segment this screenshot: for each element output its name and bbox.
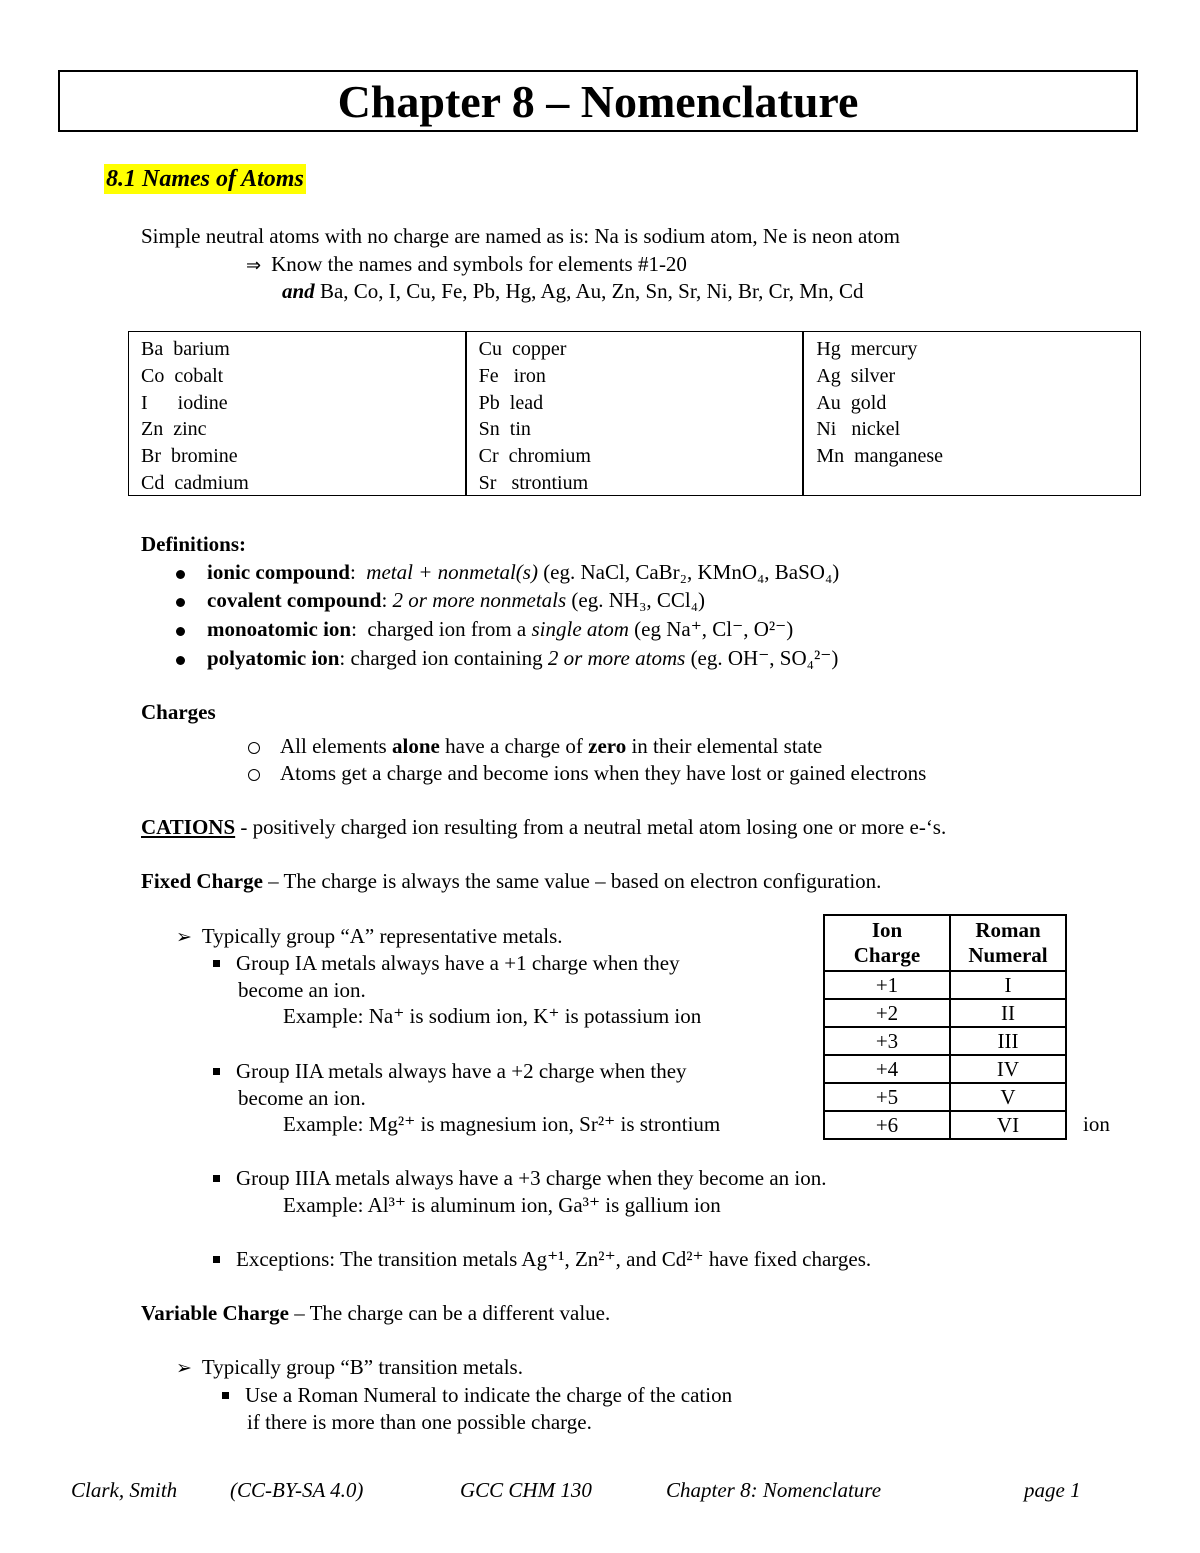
column-header-ion-charge: Ion Charge	[824, 915, 950, 971]
circle-bullet-icon	[248, 742, 260, 754]
arrow-bullet-icon: ➢	[176, 926, 192, 948]
table-row: +2 II	[824, 999, 1066, 1027]
element-entry: Sn tin	[478, 418, 531, 441]
fixed-typical: ➢ Typically group “A” representative metals.	[176, 924, 563, 948]
element-entry: Cr chromium	[478, 445, 591, 468]
element-entry: Br bromine	[141, 445, 238, 468]
know-line: ⇒ Know the names and symbols for elements #1-20	[246, 252, 687, 276]
implies-arrow-icon: ⇒	[246, 255, 262, 276]
table-row: +4 IV	[824, 1055, 1066, 1083]
square-bullet-icon	[213, 960, 220, 967]
element-entry: Hg mercury	[816, 338, 918, 360]
roman-numeral-line-1: Use a Roman Numeral to indicate the charge of the cation	[222, 1383, 732, 1408]
group-3a-line-1: Group IIIA metals always have a +3 charge when they become an ion.	[213, 1166, 827, 1191]
element-entry: Cd cadmium	[141, 471, 249, 494]
fixed-charge-line: Fixed Charge – The charge is always the same value – based on electron configuration.	[141, 869, 882, 893]
table-row: +5 V	[824, 1083, 1066, 1111]
exceptions-line: Exceptions: The transition metals Ag⁺¹, Zn²⁺, and Cd²⁺ have fixed charges.	[213, 1247, 871, 1272]
element-entry: Cu copper	[478, 338, 567, 360]
footer-chapter: Chapter 8: Nomenclature	[666, 1478, 882, 1502]
group-2a-line-1: Group IIA metals always have a +2 charge when they	[213, 1059, 687, 1084]
roman-numeral-line-2: if there is more than one possible charge.	[247, 1410, 592, 1434]
bullet-icon	[176, 627, 185, 636]
definition-covalent: covalent compound: 2 or more nonmetals (eg. NH₃, CCl₄)	[176, 588, 705, 613]
group-2a-example: Example: Mg²⁺ is magnesium ion, Sr²⁺ is strontium	[283, 1112, 721, 1136]
cations-line: CATIONS - positively charged ion resulting from a neutral metal atom losing one or more e-‘s.	[141, 815, 947, 839]
footer-license: (CC-BY-SA 4.0)	[230, 1478, 364, 1502]
group-1a-line-1: Group IA metals always have a +1 charge when they	[213, 951, 680, 976]
square-bullet-icon	[222, 1392, 229, 1399]
element-entry: Fe iron	[478, 364, 546, 387]
section-heading: 8.1 Names of Atoms	[106, 166, 304, 192]
circle-bullet-icon	[248, 769, 260, 781]
table-row: +6 VI	[824, 1111, 1066, 1139]
element-entry: Sr strontium	[478, 471, 589, 494]
element-entry: Pb lead	[478, 391, 544, 414]
element-entry: I iodine	[141, 391, 228, 414]
variable-typical: ➢ Typically group “B” transition metals.	[176, 1355, 523, 1379]
bullet-icon	[176, 570, 185, 579]
elements-table	[128, 331, 1141, 496]
table-row: +3 III	[824, 1027, 1066, 1055]
page-title: Chapter 8 – Nomenclature	[337, 76, 859, 127]
and-line: and Ba, Co, I, Cu, Fe, Pb, Hg, Ag, Au, Zn, Sn, Sr, Ni, Br, Cr, Mn, Cd	[282, 279, 864, 303]
table-row: +1 I	[824, 971, 1066, 999]
group-2a-line-2: become an ion.	[238, 1086, 366, 1110]
elements-column-1	[129, 332, 465, 495]
definition-polyatomic: polyatomic ion: charged ion containing 2 or more atoms (eg. OH⁻, SO₄²⁻)	[176, 646, 838, 671]
bullet-icon	[176, 656, 185, 665]
group-2a-example-ion: ion	[1083, 1112, 1110, 1136]
ion-charge-table	[823, 914, 1067, 1140]
elements-column-2	[465, 332, 803, 495]
square-bullet-icon	[213, 1068, 220, 1075]
definitions-heading: Definitions:	[141, 532, 246, 556]
footer-authors: Clark, Smith	[71, 1478, 178, 1502]
group-3a-example: Example: Al³⁺ is aluminum ion, Ga³⁺ is gallium ion	[283, 1193, 721, 1217]
element-entry: Co cobalt	[141, 364, 224, 387]
element-entry: Mn manganese	[816, 445, 943, 468]
elements-column-3	[802, 332, 1140, 495]
intro-line: Simple neutral atoms with no charge are named as is: Na is sodium atom, Ne is neon atom	[141, 224, 900, 248]
charges-line-2: Atoms get a charge and become ions when they have lost or gained electrons	[248, 761, 926, 786]
element-entry: Au gold	[816, 391, 887, 414]
charges-heading: Charges	[141, 700, 216, 724]
charges-line-1: All elements alone have a charge of zero in their elemental state	[248, 734, 822, 759]
footer-page-number: page 1	[1024, 1478, 1081, 1502]
group-1a-line-2: become an ion.	[238, 978, 366, 1002]
definition-monoatomic: monoatomic ion: charged ion from a single atom (eg Na⁺, Cl⁻, O²⁻)	[176, 617, 793, 642]
title-box	[58, 70, 1138, 132]
footer-course: GCC CHM 130	[460, 1478, 592, 1502]
arrow-bullet-icon: ➢	[176, 1357, 192, 1379]
element-entry: Ba barium	[141, 338, 230, 360]
bullet-icon	[176, 598, 185, 607]
square-bullet-icon	[213, 1256, 220, 1263]
element-entry: Ag silver	[816, 364, 896, 387]
column-header-roman-numeral: Roman Numeral	[950, 915, 1066, 971]
variable-charge-line: Variable Charge – The charge can be a different value.	[141, 1301, 611, 1325]
element-entry: Ni nickel	[816, 418, 901, 441]
table-header-row	[824, 915, 1066, 971]
element-entry: Zn zinc	[141, 418, 207, 441]
definition-ionic: ionic compound: metal + nonmetal(s) (eg. NaCl, CaBr₂, KMnO₄, BaSO₄)	[176, 560, 839, 585]
square-bullet-icon	[213, 1175, 220, 1182]
group-1a-example: Example: Na⁺ is sodium ion, K⁺ is potassium ion	[283, 1004, 702, 1028]
